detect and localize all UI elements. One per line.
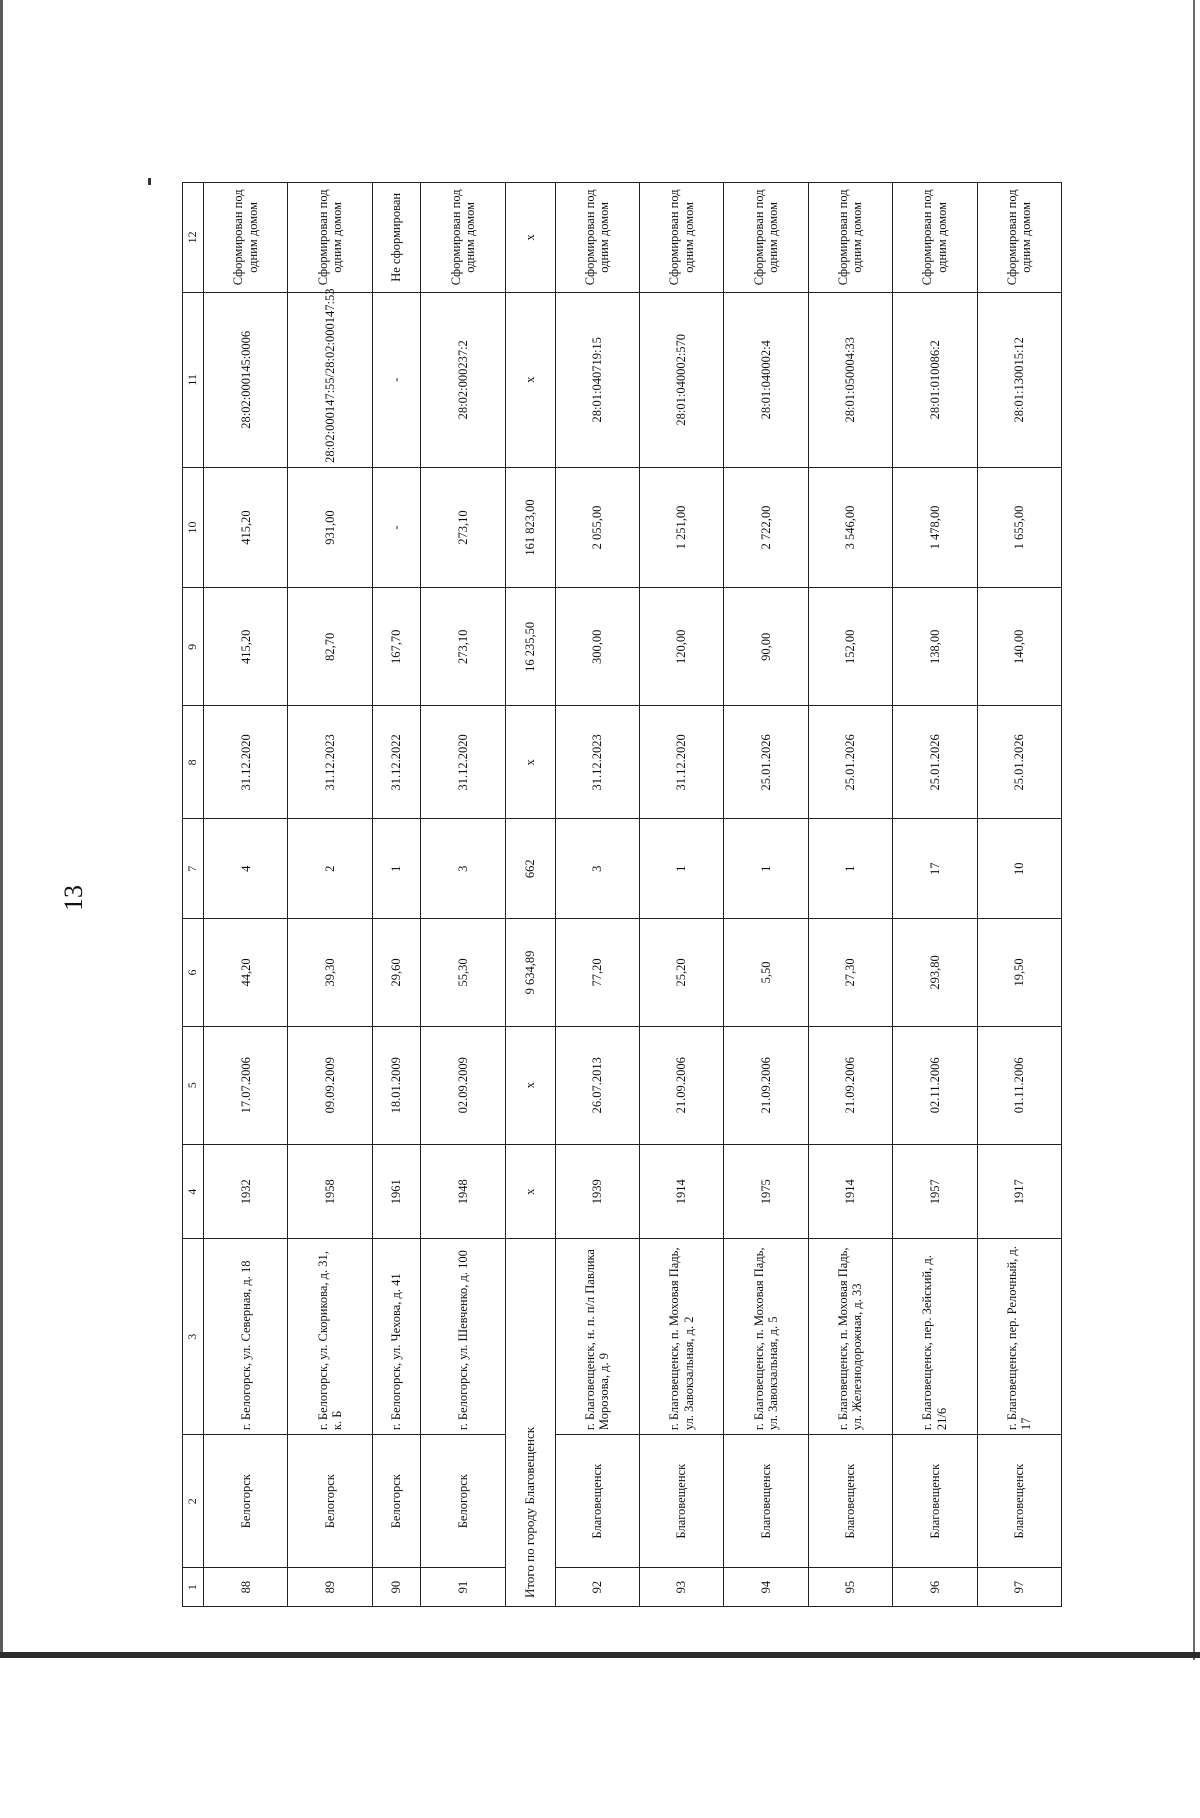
year-cell: 1975 <box>724 1144 808 1239</box>
status-cell: Сформирован под одним домом <box>724 183 808 293</box>
address-cell: г. Благовещенск, пер. Релочный, д. 17 <box>977 1239 1061 1435</box>
row-number-cell: 90 <box>372 1568 420 1607</box>
column-number: 10 <box>183 467 204 587</box>
plan-date-cell: х <box>505 706 555 819</box>
cadastral-cell: 28:01:010086:2 <box>893 292 977 467</box>
date-cell: х <box>505 1026 555 1144</box>
plan-date-cell: 25.01.2026 <box>724 706 808 819</box>
area3-cell: 161 823,00 <box>505 467 555 587</box>
column-number: 6 <box>183 919 204 1026</box>
city-cell: Белогорск <box>421 1435 505 1568</box>
date-cell: 18.01.2009 <box>372 1026 420 1144</box>
status-cell: Сформирован под одним домом <box>808 183 892 293</box>
area3-cell: 3 546,00 <box>808 467 892 587</box>
date-cell: 21.09.2006 <box>808 1026 892 1144</box>
plan-date-cell: 31.12.2020 <box>639 706 723 819</box>
count-cell: 17 <box>893 819 977 919</box>
row-number-cell: 95 <box>808 1568 892 1607</box>
city-cell: Благовещенск <box>724 1435 808 1568</box>
area3-cell: 1 655,00 <box>977 467 1061 587</box>
plan-date-cell: 31.12.2020 <box>421 706 505 819</box>
column-number: 11 <box>183 292 204 467</box>
year-cell: 1917 <box>977 1144 1061 1239</box>
plan-date-cell: 31.12.2023 <box>288 706 372 819</box>
year-cell: 1932 <box>204 1144 288 1239</box>
table-row <box>288 183 372 1607</box>
table-row <box>555 183 639 1607</box>
column-number: 9 <box>183 588 204 706</box>
scan-frame-bottom <box>0 1652 1200 1658</box>
cadastral-cell: 28:02:000145:0006 <box>204 292 288 467</box>
area-cell: 77,20 <box>555 919 639 1026</box>
year-cell: 1914 <box>808 1144 892 1239</box>
area-cell: 29,60 <box>372 919 420 1026</box>
address-cell: г. Белогорск, ул. Скорикова, д. 31, к. Б <box>288 1239 372 1435</box>
plan-date-cell: 25.01.2026 <box>977 706 1061 819</box>
table-row <box>977 183 1061 1607</box>
address-cell: г. Белогорск, ул. Шевченко, д. 100 <box>421 1239 505 1435</box>
cadastral-cell: 28:01:040002:570 <box>639 292 723 467</box>
scan-frame-right <box>1193 0 1195 1660</box>
cadastral-cell: х <box>505 292 555 467</box>
housing-table-rotated <box>182 182 1062 1607</box>
area3-cell: 273,10 <box>421 467 505 587</box>
date-cell: 21.09.2006 <box>639 1026 723 1144</box>
address-cell: г. Благовещенск, п. Моховая Падь, ул. Железнодорожная, д. 33 <box>808 1239 892 1435</box>
area3-cell: 2 055,00 <box>555 467 639 587</box>
status-cell: х <box>505 183 555 293</box>
table-row <box>204 183 288 1607</box>
table-row <box>893 183 977 1607</box>
column-number-row <box>183 183 204 1607</box>
status-cell: Сформирован под одним домом <box>977 183 1061 293</box>
address-cell: г. Благовещенск, п. Моховая Падь, ул. Завокзальная, д. 2 <box>639 1239 723 1435</box>
cadastral-cell: 28:01:050004:33 <box>808 292 892 467</box>
column-number: 4 <box>183 1144 204 1239</box>
area-cell: 55,30 <box>421 919 505 1026</box>
column-number: 3 <box>183 1239 204 1435</box>
date-cell: 17.07.2006 <box>204 1026 288 1144</box>
address-cell: г. Белогорск, ул. Северная, д. 18 <box>204 1239 288 1435</box>
city-cell: Белогорск <box>372 1435 420 1568</box>
year-cell: 1961 <box>372 1144 420 1239</box>
count-cell: 1 <box>724 819 808 919</box>
date-cell: 21.09.2006 <box>724 1026 808 1144</box>
area-cell: 19,50 <box>977 919 1061 1026</box>
row-number-cell: 88 <box>204 1568 288 1607</box>
city-cell: Благовещенск <box>977 1435 1061 1568</box>
area3-cell: 415,20 <box>204 467 288 587</box>
area-cell: 9 634,89 <box>505 919 555 1026</box>
address-cell: г. Благовещенск, н. п. п/л Павлика Морозова, д. 9 <box>555 1239 639 1435</box>
count-cell: 662 <box>505 819 555 919</box>
scan-frame-left <box>0 0 3 1655</box>
city-cell: Благовещенск <box>555 1435 639 1568</box>
date-cell: 01.11.2006 <box>977 1026 1061 1144</box>
area-cell: 5,50 <box>724 919 808 1026</box>
plan-date-cell: 31.12.2020 <box>204 706 288 819</box>
count-cell: 1 <box>639 819 723 919</box>
row-number-cell: 89 <box>288 1568 372 1607</box>
count-cell: 10 <box>977 819 1061 919</box>
cadastral-cell: 28:01:040002:4 <box>724 292 808 467</box>
status-cell: Сформирован под одним домом <box>204 183 288 293</box>
status-cell: Не сформирован <box>372 183 420 293</box>
total-label: Итого по городу Благовещенск <box>505 1239 555 1607</box>
city-cell: Благовещенск <box>893 1435 977 1568</box>
date-cell: 02.09.2009 <box>421 1026 505 1144</box>
housing-table <box>182 182 1062 1607</box>
page-number: 13 <box>59 885 88 911</box>
year-cell: 1914 <box>639 1144 723 1239</box>
area-cell: 293,80 <box>893 919 977 1026</box>
row-number-cell: 97 <box>977 1568 1061 1607</box>
plan-date-cell: 31.12.2022 <box>372 706 420 819</box>
area2-cell: 120,00 <box>639 588 723 706</box>
city-cell: Белогорск <box>204 1435 288 1568</box>
cadastral-cell: 28:01:130015:12 <box>977 292 1061 467</box>
table-row <box>808 183 892 1607</box>
area2-cell: 16 235,50 <box>505 588 555 706</box>
status-cell: Сформирован под одним домом <box>555 183 639 293</box>
city-cell: Благовещенск <box>639 1435 723 1568</box>
area2-cell: 90,00 <box>724 588 808 706</box>
cadastral-cell: - <box>372 292 420 467</box>
column-number: 7 <box>183 819 204 919</box>
cadastral-cell: 28:02:000237:2 <box>421 292 505 467</box>
year-cell: 1939 <box>555 1144 639 1239</box>
row-number-cell: 93 <box>639 1568 723 1607</box>
table-row <box>372 183 420 1607</box>
address-cell: г. Благовещенск, пер. Зейский, д. 21/6 <box>893 1239 977 1435</box>
area3-cell: - <box>372 467 420 587</box>
plan-date-cell: 25.01.2026 <box>893 706 977 819</box>
count-cell: 2 <box>288 819 372 919</box>
table-row <box>724 183 808 1607</box>
area-cell: 44,20 <box>204 919 288 1026</box>
area2-cell: 82,70 <box>288 588 372 706</box>
area-cell: 25,20 <box>639 919 723 1026</box>
area2-cell: 273,10 <box>421 588 505 706</box>
table-row <box>421 183 505 1607</box>
date-cell: 02.11.2006 <box>893 1026 977 1144</box>
year-cell: 1957 <box>893 1144 977 1239</box>
year-cell: х <box>505 1144 555 1239</box>
area3-cell: 1 251,00 <box>639 467 723 587</box>
row-number-cell: 96 <box>893 1568 977 1607</box>
area2-cell: 152,00 <box>808 588 892 706</box>
city-cell: Белогорск <box>288 1435 372 1568</box>
city-cell: Благовещенск <box>808 1435 892 1568</box>
column-number: 1 <box>183 1568 204 1607</box>
address-cell: г. Белогорск, ул. Чехова, д. 41 <box>372 1239 420 1435</box>
area2-cell: 138,00 <box>893 588 977 706</box>
status-cell: Сформирован под одним домом <box>288 183 372 293</box>
total-row <box>505 183 555 1607</box>
address-cell: г. Благовещенск, п. Моховая Падь, ул. Завокзальная, д. 5 <box>724 1239 808 1435</box>
cadastral-cell: 28:01:040719:15 <box>555 292 639 467</box>
area3-cell: 931,00 <box>288 467 372 587</box>
row-number-cell: 92 <box>555 1568 639 1607</box>
count-cell: 1 <box>372 819 420 919</box>
status-cell: Сформирован под одним домом <box>639 183 723 293</box>
housing-table-container <box>182 182 1062 1607</box>
year-cell: 1948 <box>421 1144 505 1239</box>
area3-cell: 1 478,00 <box>893 467 977 587</box>
area3-cell: 2 722,00 <box>724 467 808 587</box>
scan-speck <box>148 178 151 185</box>
count-cell: 3 <box>555 819 639 919</box>
area2-cell: 140,00 <box>977 588 1061 706</box>
plan-date-cell: 25.01.2026 <box>808 706 892 819</box>
area-cell: 27,30 <box>808 919 892 1026</box>
column-number: 5 <box>183 1026 204 1144</box>
column-number: 12 <box>183 183 204 293</box>
area2-cell: 167,70 <box>372 588 420 706</box>
area2-cell: 300,00 <box>555 588 639 706</box>
count-cell: 4 <box>204 819 288 919</box>
date-cell: 26.07.2013 <box>555 1026 639 1144</box>
area-cell: 39,30 <box>288 919 372 1026</box>
table-row <box>639 183 723 1607</box>
column-number: 2 <box>183 1435 204 1568</box>
count-cell: 3 <box>421 819 505 919</box>
status-cell: Сформирован под одним домом <box>893 183 977 293</box>
area2-cell: 415,20 <box>204 588 288 706</box>
date-cell: 09.09.2009 <box>288 1026 372 1144</box>
year-cell: 1958 <box>288 1144 372 1239</box>
count-cell: 1 <box>808 819 892 919</box>
column-number: 8 <box>183 706 204 819</box>
row-number-cell: 94 <box>724 1568 808 1607</box>
cadastral-cell: 28:02:000147:55/28:02:000147:53 <box>288 292 372 467</box>
status-cell: Сформирован под одним домом <box>421 183 505 293</box>
plan-date-cell: 31.12.2023 <box>555 706 639 819</box>
row-number-cell: 91 <box>421 1568 505 1607</box>
